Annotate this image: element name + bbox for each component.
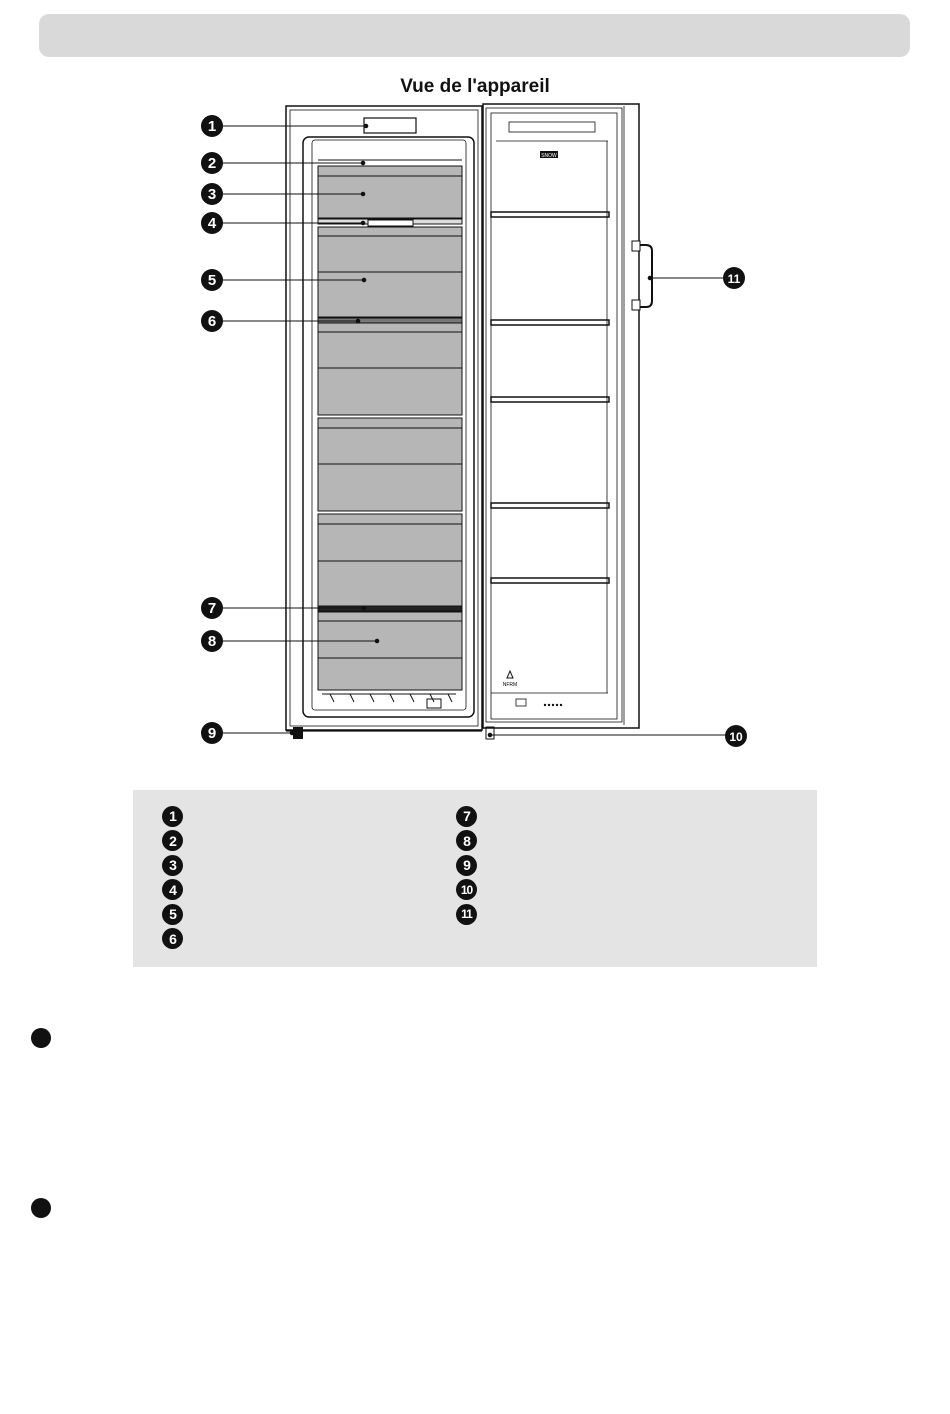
door: [483, 104, 639, 728]
legend-number-badge: 9: [456, 855, 477, 876]
callout-number: 7: [207, 600, 217, 617]
legend-item-1: [162, 805, 193, 827]
bottom-label-plate: [427, 699, 441, 708]
legend-box: [133, 790, 817, 967]
legend-item-3: [162, 854, 193, 876]
legend-number-badge: 8: [456, 830, 477, 851]
door-top-strip: [509, 122, 595, 132]
callout-3: [201, 183, 223, 205]
legend-item-4: [162, 879, 193, 901]
legend-item-7: [456, 805, 487, 827]
recycle-label: NFRM: [502, 682, 518, 688]
callout-number: 2: [207, 155, 217, 172]
drawer-c: [318, 514, 462, 606]
callout-7: [201, 597, 223, 619]
door-dots: [544, 704, 562, 706]
callout-number: 9: [207, 725, 217, 742]
legend-item-5: [162, 903, 193, 925]
bullet-1: [31, 1028, 51, 1048]
door-plate: [516, 699, 526, 706]
callout-1: [201, 115, 223, 137]
callout-5: [201, 269, 223, 291]
legend-number-badge: 1: [162, 806, 183, 827]
door-frame: [486, 108, 622, 722]
handle-mount-bottom: [632, 300, 640, 310]
drawer-bottom: [318, 612, 462, 690]
door-shelf-2: [491, 320, 609, 325]
legend-item-11: [456, 903, 487, 925]
diagram-title: Vue de l'appareil: [400, 76, 550, 97]
legend-item-10: [456, 879, 487, 901]
adjustable-foot-left: [293, 727, 303, 739]
callout-9: [201, 722, 223, 744]
bullet-2: [31, 1198, 51, 1218]
callout-number: 1: [207, 118, 217, 135]
callout-2: [201, 152, 223, 174]
drawers: [318, 166, 462, 690]
legend-number-badge: 7: [456, 806, 477, 827]
legend-item-9: [456, 854, 487, 876]
callout-number: 10: [729, 730, 743, 744]
door-badge-text: SNOW: [541, 153, 557, 159]
drawer-top: [318, 166, 462, 218]
legend-number-badge: 4: [162, 879, 183, 900]
recycle-icon: [507, 671, 513, 678]
callout-6: [201, 310, 223, 332]
door-shelf-3: [491, 397, 609, 402]
callout-number: 3: [207, 186, 217, 203]
door-shelf-4: [491, 503, 609, 508]
legend-item-6: [162, 928, 193, 950]
legend-number-badge: 6: [162, 928, 183, 949]
callout-number: 4: [207, 215, 217, 232]
legend-item-8: [456, 830, 487, 852]
door-shelf-1: [491, 212, 609, 217]
callout-number: 8: [207, 633, 217, 650]
callout-8: [201, 630, 223, 652]
legend-number-badge: 10: [456, 879, 477, 900]
callout-number: 5: [207, 272, 217, 289]
legend-item-2: [162, 830, 193, 852]
door-shelf-5: [491, 578, 609, 583]
control-panel: [364, 118, 416, 133]
callout-11: [723, 267, 745, 289]
callout-number: 11: [727, 272, 741, 286]
legend-number-badge: 5: [162, 904, 183, 925]
legend-number-badge: 11: [456, 904, 477, 925]
shelf-clip: [368, 220, 413, 226]
legend-number-badge: 2: [162, 830, 183, 851]
callout-10: [725, 725, 747, 747]
callout-4: [201, 212, 223, 234]
callout-number: 6: [207, 313, 217, 330]
legend-number-badge: 3: [162, 855, 183, 876]
door-outer: [483, 104, 639, 728]
bottom-vents: [322, 694, 456, 708]
handle-mount-top: [632, 241, 640, 251]
door-liner: [491, 113, 617, 719]
drawer-a: [318, 323, 462, 415]
